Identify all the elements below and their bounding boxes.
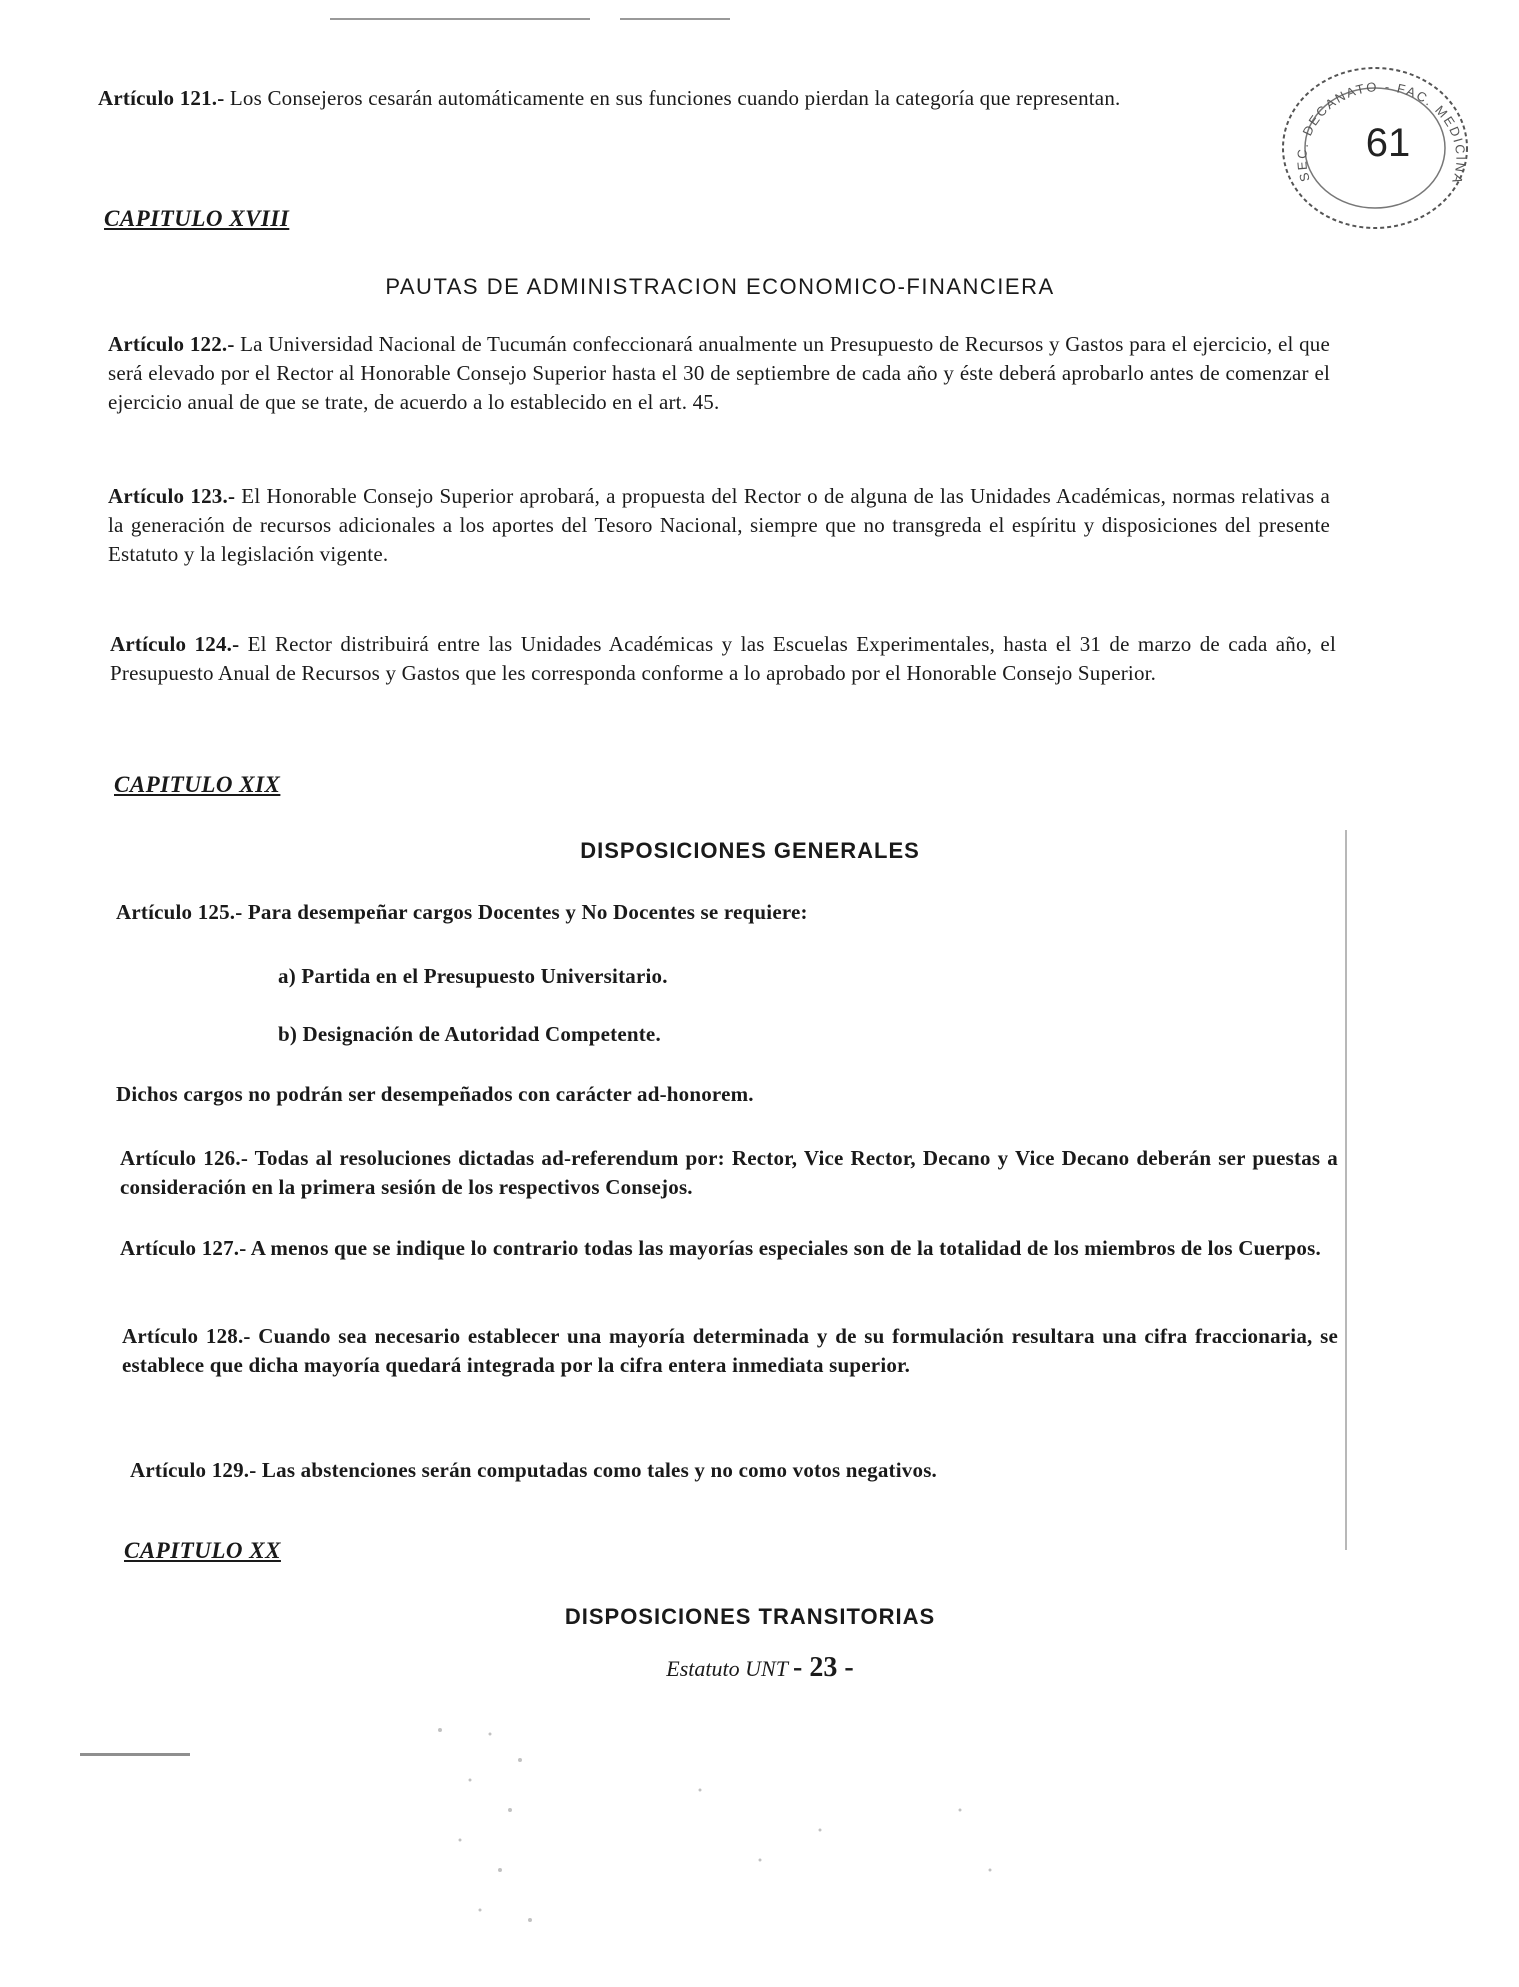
article-label: Artículo 122.-: [108, 332, 235, 356]
article-text: Las abstenciones serán computadas como tales y no como votos negativos.: [261, 1458, 938, 1482]
article-125-item-b: b) Designación de Autoridad Competente.: [278, 1022, 661, 1046]
article-label: Artículo 129.-: [130, 1458, 257, 1482]
article-label: Artículo 123.-: [108, 484, 236, 508]
footer-label: Estatuto UNT: [666, 1656, 788, 1681]
article-text: Para desempeñar cargos Docentes y No Docentes se requiere:: [247, 900, 808, 924]
article-text: El Rector distribuirá entre las Unidades Académicas y las Escuelas Experimentales, hasta el 31 de marzo de cada año, el Presupuesto Anual de Recursos y Gastos que les corresponda conforme a lo aprobado por el Honorable Consejo Superior.: [110, 632, 1336, 685]
article-128: [122, 1322, 1338, 1380]
scan-noise: [400, 1720, 1020, 1950]
article-label: Artículo 126.-: [120, 1146, 249, 1170]
article-122: [108, 330, 1330, 417]
article-124: [110, 630, 1336, 688]
scan-artifact-line: [1345, 830, 1347, 1550]
scan-artifact-line: [80, 1753, 190, 1756]
stamp-number: 61: [1365, 121, 1411, 165]
article-125-item-a: a) Partida en el Presupuesto Universitario.: [278, 964, 668, 988]
article-125-closing: Dichos cargos no podrán ser desempeñados con carácter ad-honorem.: [116, 1082, 754, 1106]
article-text: Cuando sea necesario establecer una mayoría determinada y de su formulación resultara una cifra fraccionaria, se establece que dicha mayoría quedará integrada por la cifra entera inmediata superior.: [122, 1324, 1338, 1377]
article-text: Todas al resoluciones dictadas ad-referendum por: Rector, Vice Rector, Decano y Vice Decano deberán ser puestas a consideración en la primera sesión de los respectivos Consejos.: [120, 1146, 1338, 1199]
article-123: [108, 482, 1330, 569]
page-number: - 23 -: [793, 1652, 854, 1683]
article-127: [120, 1234, 1338, 1263]
chapter-title: CAPITULO XX: [124, 1538, 281, 1563]
chapter-heading: DISPOSICIONES GENERALES: [580, 838, 920, 863]
article-label: Artículo 124.-: [110, 632, 240, 656]
scan-artifact-line: [330, 18, 590, 20]
article-125: [116, 898, 1336, 927]
stamp-outer-text: SEC. DECANATO - FAC. MEDICINA: [1294, 78, 1469, 188]
article-label: Artículo 127.-: [120, 1236, 247, 1260]
chapter-title: CAPITULO XVIII: [104, 206, 290, 231]
article-121: [98, 84, 1318, 113]
chapter-heading: PAUTAS DE ADMINISTRACION ECONOMICO-FINANCIERA: [385, 274, 1055, 299]
article-text: Los Consejeros cesarán automáticamente en sus funciones cuando pierdan la categoría que representan.: [229, 86, 1121, 110]
article-text: La Universidad Nacional de Tucumán confeccionará anualmente un Presupuesto de Recursos y Gastos para el ejercicio, el que será elevado por el Rector al Honorable Consejo Superior hasta el 30 de septiembre de cada año y éste deberá aprobarlo antes de comenzar el ejercicio anual de que se trate, de acuerdo a lo establecido en el art. 45.: [108, 332, 1330, 414]
scan-artifact-line: [620, 18, 730, 20]
article-label: Artículo 128.-: [122, 1324, 251, 1348]
chapter-heading: DISPOSICIONES TRANSITORIAS: [564, 1604, 936, 1629]
page-footer: [560, 1652, 960, 1684]
article-label: Artículo 121.-: [98, 86, 225, 110]
article-129: [130, 1456, 1280, 1485]
article-label: Artículo 125.-: [116, 900, 243, 924]
chapter-title: CAPITULO XIX: [114, 772, 281, 797]
article-text: El Honorable Consejo Superior aprobará, a propuesta del Rector o de alguna de las Unidades Académicas, normas relativas a la generación de recursos adicionales a los aportes del Tesoro Nacional, siempre que no transgreda el espíritu y disposiciones del presente Estatuto y la legislación vigente.: [108, 484, 1330, 566]
article-text: A menos que se indique lo contrario todas las mayorías especiales son de la totalidad de los miembros de los Cuerpos.: [250, 1236, 1321, 1260]
article-126: [120, 1144, 1338, 1202]
